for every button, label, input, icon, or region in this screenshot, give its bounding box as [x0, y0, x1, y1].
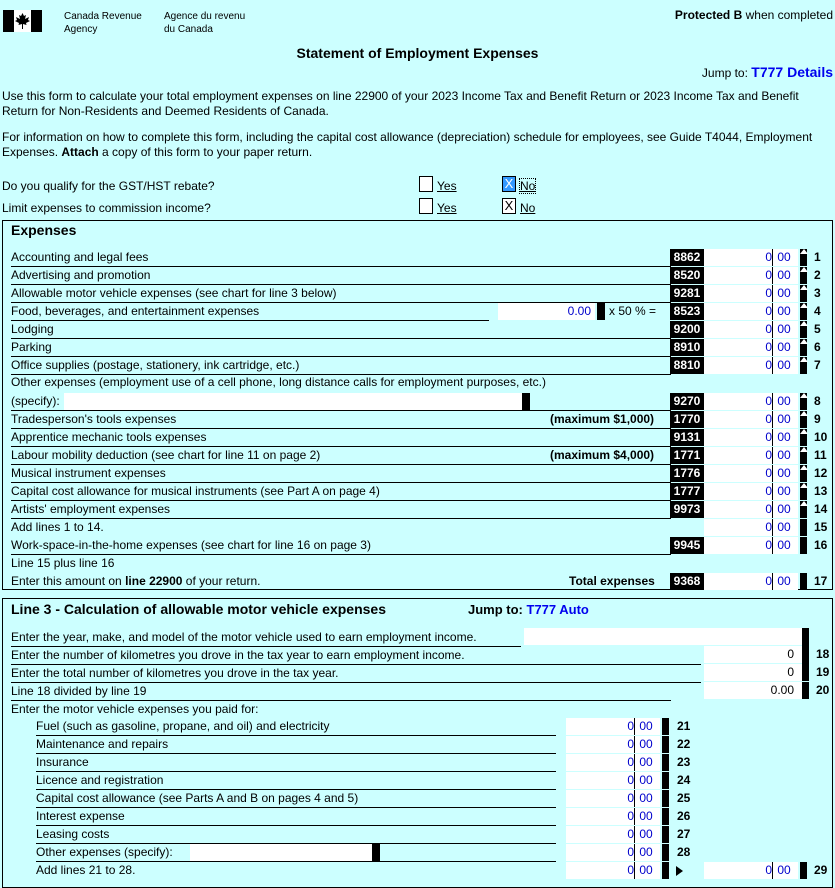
amount-end-marker: [662, 844, 669, 861]
other-vehicle-expense-specify-field[interactable]: [190, 844, 372, 861]
code-8910: 8910: [670, 339, 704, 356]
amount-line-10-cents: 00: [772, 429, 795, 446]
code-9368: 9368: [670, 573, 704, 590]
vehicle-expense-label-25: Capital cost allowance (see Parts A and B on pages 4 and 5): [36, 791, 359, 805]
vehicle-expense-25[interactable]: [566, 790, 660, 807]
spinner-up-icon[interactable]: [800, 303, 808, 308]
amount-line-2[interactable]: [704, 267, 798, 284]
commission-yes-label: Yes: [437, 201, 457, 215]
amount-line-5-dollars: 0: [765, 322, 772, 336]
amount-line-2-cents: 00: [772, 267, 795, 284]
gst-no-label: No: [520, 179, 536, 193]
row-underline: [11, 428, 671, 429]
amount-line-8-cents: 00: [772, 393, 795, 410]
code-9200: 9200: [670, 321, 704, 338]
expense-label-2: Advertising and promotion: [11, 268, 151, 282]
line-number-27: 27: [677, 827, 691, 841]
amount-end-marker: [662, 862, 669, 879]
vehicle-expense-28-cents: 00: [634, 844, 657, 861]
vehicle-expense-29a-cents: 00: [634, 862, 657, 879]
agency-name-fr: Agence du revenu du Canada: [164, 11, 246, 35]
line-number-23: 23: [677, 755, 691, 769]
code-9945: 9945: [670, 537, 704, 554]
line-number-2: 2: [814, 268, 821, 282]
line-number-29: 29: [814, 863, 828, 877]
line-number-21: 21: [677, 719, 691, 733]
t777-auto-link[interactable]: T777 Auto: [526, 602, 589, 617]
commission-yes-checkbox[interactable]: [419, 198, 433, 217]
code-1771: 1771: [670, 447, 704, 464]
code-8810: 8810: [670, 357, 704, 374]
commission-no-checkbox[interactable]: [502, 198, 516, 214]
line-number-10: 10: [814, 430, 828, 444]
specify-other-expenses-field[interactable]: [64, 393, 526, 410]
line-number-14: 14: [814, 502, 828, 516]
vehicle-expense-label-26: Interest expense: [36, 809, 125, 823]
expense-label-14: Artists' employment expenses: [11, 502, 171, 516]
row-underline: [11, 266, 671, 267]
amount-line-17-dollars: 0: [765, 574, 772, 588]
vehicle-expense-label-23: Insurance: [36, 755, 89, 769]
line-number-12: 12: [814, 466, 828, 480]
amount-end-marker: [662, 754, 669, 771]
line-number-4: 4: [814, 304, 821, 318]
spinner-up-icon[interactable]: [800, 501, 808, 506]
code-9973: 9973: [670, 501, 704, 518]
expense-label-3: Allowable motor vehicle expenses (see chart for line 3 below): [11, 286, 337, 300]
row-underline: [36, 753, 556, 754]
expenses-title: Expenses: [11, 222, 77, 238]
vehicle-expense-label-28: Other expenses (specify):: [36, 845, 173, 859]
other-expenses-header: Other expenses (employment use of a cell phone, long distance calls for employment purposes, etc.): [11, 375, 546, 389]
amount-line-4-dollars: 0: [765, 304, 772, 318]
code-9281: 9281: [670, 285, 704, 302]
field-end-marker: [802, 682, 809, 699]
row-underline: [11, 338, 671, 339]
row-underline: [11, 682, 701, 683]
gst-yes-checkbox[interactable]: [419, 176, 433, 195]
gst-yes-label: Yes: [437, 179, 457, 193]
code-9131: 9131: [670, 429, 704, 446]
amount-line-9[interactable]: [704, 411, 798, 428]
t777-details-link[interactable]: T777 Details: [751, 64, 833, 80]
vehicle-expense-21-dollars: 0: [627, 719, 634, 733]
km-employment-label: Enter the number of kilometres you drove in the tax year to earn employment income.: [11, 648, 465, 662]
row-underline: [36, 807, 556, 808]
page-title: Statement of Employment Expenses: [296, 45, 539, 61]
vehicle-expense-23-dollars: 0: [627, 755, 634, 769]
row-underline: [11, 554, 671, 555]
row-underline: [11, 284, 671, 285]
jump-to-details: Jump to: T777 Details: [701, 64, 833, 80]
amount-line-10[interactable]: [704, 429, 798, 446]
expense-label-10: Apprentice mechanic tools expenses: [11, 430, 207, 444]
vehicle-expense-28-dollars: 0: [627, 845, 634, 859]
row-underline: [11, 700, 671, 701]
row-underline: [11, 500, 671, 501]
amount-line-6[interactable]: [704, 339, 798, 356]
row-underline: [11, 464, 671, 465]
row-underline: [36, 735, 556, 736]
vehicle-expense-label-22: Maintenance and repairs: [36, 737, 169, 751]
amount-line-1-dollars: 0: [765, 250, 772, 264]
vehicle-expense-24[interactable]: [566, 772, 660, 789]
code-8520: 8520: [670, 267, 704, 284]
line-number-8: 8: [814, 394, 821, 408]
field-end-marker: [802, 628, 809, 664]
line-number-7: 7: [814, 358, 821, 372]
row-underline: [11, 410, 671, 411]
line-number-6: 6: [814, 340, 821, 354]
row-underline: [11, 646, 521, 647]
vehicle-expense-28[interactable]: [566, 844, 660, 861]
paid-for-label: Enter the motor vehicle expenses you paid for:: [11, 702, 259, 716]
commission-no-label: No: [520, 201, 536, 215]
amount-line-7[interactable]: [704, 357, 798, 374]
max-4000-label: (maximum $4,000): [550, 448, 655, 462]
arrow-right-icon: [676, 866, 683, 876]
row-underline: [11, 446, 671, 447]
spinner-up-icon[interactable]: [800, 249, 808, 254]
vehicle-expense-26-dollars: 0: [627, 809, 634, 823]
vehicle-expense-25-dollars: 0: [627, 791, 634, 805]
amount-line-13-cents: 00: [772, 483, 795, 500]
amount-line-5[interactable]: [704, 321, 798, 338]
line-number-22: 22: [677, 737, 691, 751]
maple-leaf-icon: [15, 13, 30, 29]
amount-line-7-cents: 00: [772, 357, 795, 374]
amount-line-3[interactable]: [704, 285, 798, 302]
vehicle-expense-22[interactable]: [566, 736, 660, 753]
vehicle-expense-23-cents: 00: [634, 754, 657, 771]
food-amount-end-marker: [597, 303, 605, 320]
amount-line-11[interactable]: [704, 447, 798, 464]
amount-end-marker: [662, 718, 669, 735]
vehicle-expense-22-dollars: 0: [627, 737, 634, 751]
amount-line-5-cents: 00: [772, 321, 795, 338]
row-underline: [36, 861, 556, 862]
total-expenses-label: Total expenses: [569, 574, 655, 588]
vehicle-expense-label-27: Leasing costs: [36, 827, 110, 841]
amount-line-1[interactable]: [704, 249, 798, 266]
specify-field-end-marker: [522, 393, 530, 410]
spinner-up-icon[interactable]: [800, 393, 808, 398]
expense-label-13: Capital cost allowance for musical instruments (see Part A on page 4): [11, 484, 380, 498]
expense-label-6: Parking: [11, 340, 52, 354]
vehicle-expense-26-cents: 00: [634, 808, 657, 825]
amount-line-16[interactable]: [704, 537, 798, 554]
gst-rebate-question: Do you qualify for the GST/HST rebate?: [2, 179, 215, 193]
amount-end-marker: [800, 537, 807, 554]
row-underline: [36, 789, 556, 790]
code-1770: 1770: [670, 411, 704, 428]
line-number-5: 5: [814, 322, 821, 336]
expense-label-1: Accounting and legal fees: [11, 250, 149, 264]
amount-line-4-cents: 00: [772, 303, 795, 320]
amount-line-8[interactable]: [704, 393, 798, 410]
amount-line-16-cents: 00: [772, 537, 795, 554]
amount-end-marker: [800, 862, 807, 879]
amount-line-11-dollars: 0: [765, 448, 772, 462]
expense-label-16: Work-space-in-the-home expenses (see chart for line 16 on page 3): [11, 538, 371, 552]
vehicle-expense-24-dollars: 0: [627, 773, 634, 787]
spinner-up-icon[interactable]: [800, 321, 808, 326]
vehicle-expense-25-cents: 00: [634, 790, 657, 807]
food-amount-input[interactable]: 0.00: [498, 303, 595, 320]
vehicle-expense-26[interactable]: [566, 808, 660, 825]
amount-line-9-cents: 00: [772, 411, 795, 428]
code-9270: 9270: [670, 393, 704, 410]
amount-line-3-cents: 00: [772, 285, 795, 302]
intro-paragraph-2: For information on how to complete this form, including the capital cost allowance (depreciation) schedule for employees, see Guide T4044, Employment Expenses. Attach a copy of this form to your paper return.: [2, 130, 813, 159]
line-number-3: 3: [814, 286, 821, 300]
line-number-15: 15: [814, 520, 828, 534]
line3-title: Line 3 - Calculation of allowable motor vehicle expenses: [11, 601, 386, 617]
vehicle-expense-21-cents: 00: [634, 718, 657, 735]
line-number-25: 25: [677, 791, 691, 805]
food-multiplier-label: x 50 % =: [609, 304, 657, 318]
km-total-input[interactable]: 0: [704, 664, 802, 681]
line15-plus-16-label: Line 15 plus line 16: [11, 556, 115, 570]
spinner-up-icon[interactable]: [800, 465, 808, 470]
line-number-20: 20: [816, 683, 830, 697]
vehicle-expense-27[interactable]: [566, 826, 660, 843]
amount-line-2-dollars: 0: [765, 268, 772, 282]
amount-line-10-dollars: 0: [765, 430, 772, 444]
line-number-16: 16: [814, 538, 828, 552]
amount-line-14[interactable]: [704, 501, 798, 518]
row-underline: [11, 356, 671, 357]
amount-end-marker: [662, 826, 669, 843]
spinner-up-icon[interactable]: [800, 411, 808, 416]
spinner-up-icon[interactable]: [800, 429, 808, 434]
amount-line-15-cents: 00: [772, 519, 795, 536]
vehicle-expense-label-21: Fuel (such as gasoline, propane, and oil) and electricity: [36, 719, 330, 733]
canada-flag-logo: [3, 10, 42, 32]
amount-line-8-dollars: 0: [765, 394, 772, 408]
specify-field-end-marker: [372, 844, 380, 861]
amount-line-13-dollars: 0: [765, 484, 772, 498]
line-number-24: 24: [677, 773, 691, 787]
intro-paragraph-1: Use this form to calculate your total employment expenses on line 22900 of your 2023 Income Tax and Benefit Return or 2023 Income Tax and Benefit Return for Non-Residents and Deemed Residents of Canada.: [2, 89, 799, 118]
amount-end-marker: [662, 736, 669, 753]
line-number-28: 28: [677, 845, 691, 859]
expense-label-17: Enter this amount on line 22900 of your return.: [11, 574, 261, 588]
line-number-13: 13: [814, 484, 828, 498]
amount-end-marker: [662, 808, 669, 825]
row-underline: [36, 771, 556, 772]
expense-label-11: Labour mobility deduction (see chart for line 11 on page 2): [11, 448, 321, 462]
vehicle-expense-23[interactable]: [566, 754, 660, 771]
max-1000-label: (maximum $1,000): [550, 412, 655, 426]
amount-line-14-cents: 00: [772, 501, 795, 518]
commission-limit-question: Limit expenses to commission income?: [2, 201, 211, 215]
km-total-label: Enter the total number of kilometres you drove in the tax year.: [11, 666, 339, 680]
vehicle-year-make-model-field[interactable]: [524, 628, 802, 645]
code-1776: 1776: [670, 465, 704, 482]
vehicle-expense-29a-dollars: 0: [627, 863, 634, 877]
line-number-26: 26: [677, 809, 691, 823]
amount-line-11-cents: 00: [772, 447, 795, 464]
amount-line-14-dollars: 0: [765, 502, 772, 516]
spinner-up-icon[interactable]: [800, 357, 808, 362]
amount-end-marker: [800, 519, 807, 536]
spinner-up-icon[interactable]: [800, 483, 808, 488]
line-number-18: 18: [816, 647, 830, 661]
amount-end-marker: [662, 790, 669, 807]
amount-line-6-dollars: 0: [765, 340, 772, 354]
ratio-output: 0.00: [704, 682, 802, 699]
vehicle-expense-22-cents: 00: [634, 736, 657, 753]
amount-line-16-dollars: 0: [765, 538, 772, 552]
expense-label-7: Office supplies (postage, stationery, ink cartridge, etc.): [11, 358, 300, 372]
amount-line-9-dollars: 0: [765, 412, 772, 426]
line-number-1: 1: [814, 250, 821, 264]
amount-line-12[interactable]: [704, 465, 798, 482]
protected-b-notice: Protected B when completed: [674, 8, 833, 22]
amount-line-1-cents: 00: [772, 249, 795, 266]
row-underline: [11, 664, 701, 665]
vehicle-expense-label-29a: Add lines 21 to 28.: [36, 863, 136, 877]
line-number-9: 9: [814, 412, 821, 426]
expense-label-4: Food, beverages, and entertainment expenses: [11, 304, 260, 318]
amount-line-12-cents: 00: [772, 465, 795, 482]
gst-no-checkbox[interactable]: [502, 176, 516, 192]
agency-name-en: Canada Revenue Agency: [64, 11, 142, 35]
field-end-marker: [802, 664, 809, 681]
expense-label-8: (specify):: [11, 394, 60, 408]
amount-line-15[interactable]: [704, 519, 798, 536]
amount-line-4[interactable]: [704, 303, 798, 320]
amount-line-7-dollars: 0: [765, 358, 772, 372]
amount-line-15-dollars: 0: [765, 520, 772, 534]
amount-end-marker: [662, 772, 669, 789]
amount-line-13[interactable]: [704, 483, 798, 500]
line-number-11: 11: [814, 448, 827, 462]
amount-line-6-cents: 00: [772, 339, 795, 356]
expense-label-12: Musical instrument expenses: [11, 466, 166, 480]
line-number-17: 17: [814, 574, 828, 588]
amount-line-17-cents: 00: [772, 573, 795, 590]
amount-end-marker: [800, 573, 807, 590]
amount-line-17[interactable]: [704, 573, 798, 590]
code-8523: 8523: [670, 303, 704, 320]
code-8862: 8862: [670, 249, 704, 266]
vehicle-expense-total-29-dollars: 0: [765, 863, 772, 877]
vehicle-expense-total-29-cents: 00: [772, 862, 795, 879]
spinner-up-icon[interactable]: [800, 267, 808, 272]
amount-line-12-dollars: 0: [765, 466, 772, 480]
spinner-up-icon[interactable]: [800, 285, 808, 290]
row-underline: [11, 482, 671, 483]
vehicle-expense-total-29[interactable]: [704, 862, 798, 879]
km-employment-input[interactable]: 0: [704, 646, 802, 663]
line-number-19: 19: [816, 665, 830, 679]
expense-label-15: Add lines 1 to 14.: [11, 520, 104, 534]
ymm-label: Enter the year, make, and model of the motor vehicle used to earn employment income.: [11, 630, 477, 644]
code-1777: 1777: [670, 483, 704, 500]
row-underline: [11, 518, 671, 519]
expense-label-9: Tradesperson's tools expenses: [11, 412, 177, 426]
vehicle-expense-27-cents: 00: [634, 826, 657, 843]
vehicle-expense-21[interactable]: [566, 718, 660, 735]
vehicle-expense-label-24: Licence and registration: [36, 773, 164, 787]
spinner-up-icon[interactable]: [800, 339, 808, 344]
expense-label-5: Lodging: [11, 322, 54, 336]
amount-line-3-dollars: 0: [765, 286, 772, 300]
row-underline: [36, 825, 556, 826]
row-underline: [11, 320, 489, 321]
spinner-up-icon[interactable]: [800, 447, 808, 452]
vehicle-expense-29a[interactable]: [566, 862, 660, 879]
vehicle-expense-24-cents: 00: [634, 772, 657, 789]
vehicle-expense-27-dollars: 0: [627, 827, 634, 841]
jump-to-auto: Jump to: T777 Auto: [468, 602, 589, 617]
ratio-label: Line 18 divided by line 19: [11, 684, 147, 698]
